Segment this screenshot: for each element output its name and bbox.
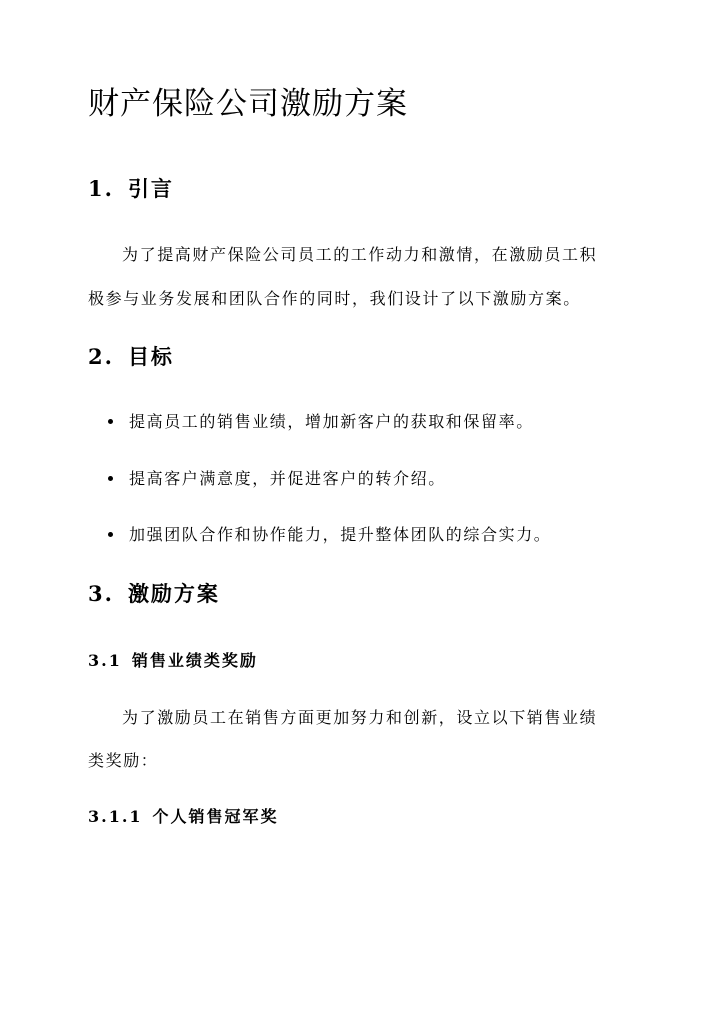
subsection-title: 销售业绩类奖励 <box>131 651 258 670</box>
bullet-icon <box>108 532 113 537</box>
paragraph-line: 极参与业务发展和团队合作的同时，我们设计了以下激励方案。 <box>88 289 581 308</box>
section-title: 目标 <box>127 344 174 369</box>
section-heading-introduction <box>88 174 174 204</box>
list-item <box>108 410 534 434</box>
section-number: 1. <box>88 176 114 201</box>
list-item-text: 提高员工的销售业绩，增加新客户的获取和保留率。 <box>129 412 534 431</box>
document-title: 财产保险公司激励方案 <box>88 86 408 122</box>
section-heading-incentive-plan <box>88 579 220 609</box>
section-title: 激励方案 <box>127 581 220 606</box>
bullet-icon <box>108 476 113 481</box>
subsection-title: 个人销售冠军奖 <box>152 807 279 826</box>
section-title: 引言 <box>127 176 174 201</box>
list-item-text: 提高客户满意度，并促进客户的转介绍。 <box>129 469 446 488</box>
section-number: 2. <box>88 344 114 369</box>
section-heading-goals <box>88 342 174 372</box>
subsection-number: 3.1.1 <box>88 807 143 826</box>
subsection-number: 3.1 <box>88 651 122 670</box>
paragraph-line: 为了激励员工在销售方面更加努力和创新，设立以下销售业绩 <box>122 708 598 727</box>
paragraph-line: 为了提高财产保险公司员工的工作动力和激情，在激励员工积 <box>122 245 598 264</box>
list-item <box>108 523 551 547</box>
list-item-text: 加强团队合作和协作能力，提升整体团队的综合实力。 <box>129 525 552 544</box>
section-number: 3. <box>88 581 114 606</box>
subsection-heading-individual-sales-champion <box>88 805 279 829</box>
bullet-icon <box>108 419 113 424</box>
list-item <box>108 467 446 491</box>
paragraph-line: 类奖励： <box>88 751 159 770</box>
subsection-heading-sales-awards <box>88 649 258 673</box>
